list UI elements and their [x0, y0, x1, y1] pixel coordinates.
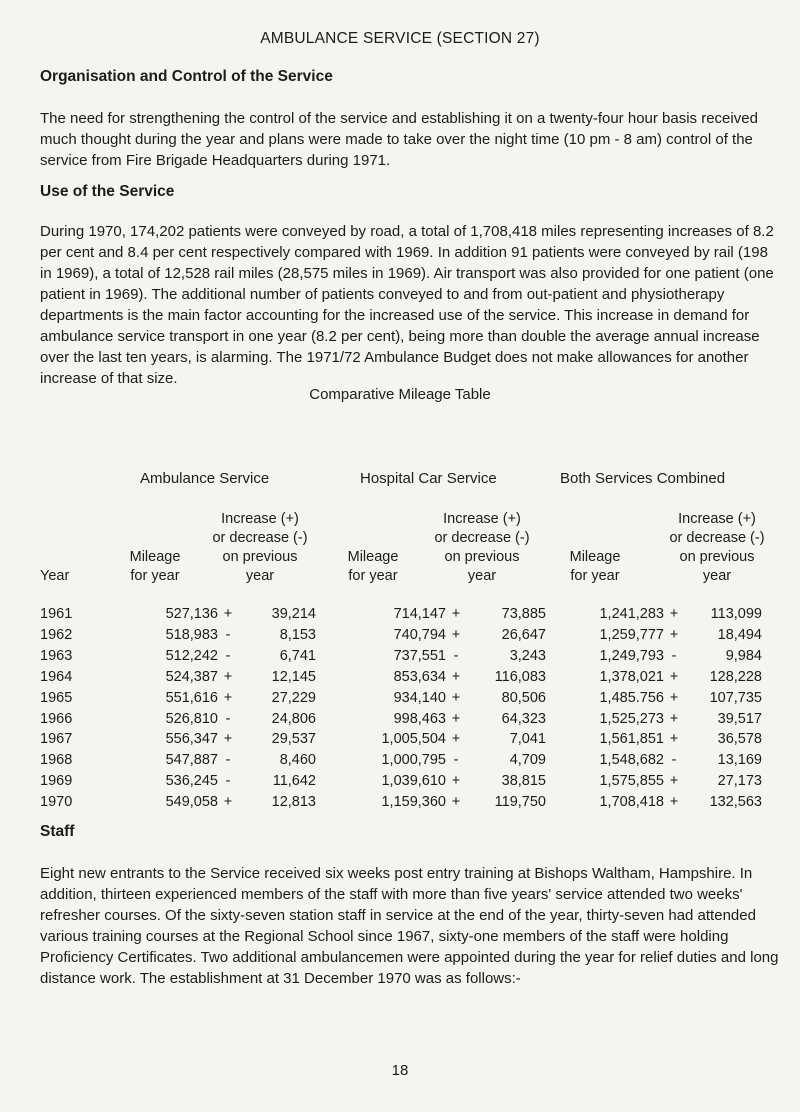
col-header-mileage-hospital: Mileage for year	[347, 549, 399, 584]
sign-cell: +	[669, 731, 679, 748]
value-cell: 934,140	[393, 689, 446, 706]
year-cell: 1967	[40, 731, 73, 748]
value-cell: 853,634	[393, 668, 446, 685]
value-cell: 1,005,504	[381, 731, 446, 748]
sign-cell: +	[451, 668, 461, 685]
row-spacer	[762, 604, 800, 625]
table-title: Comparative Mileage Table	[309, 386, 491, 403]
sign-cell: -	[225, 773, 231, 790]
paragraph-organisation: The need for strengthening the control of the service and establishing it on a twenty-four hour basis received much thought during the year and plans were made to take over the night time (10 pm - 8 am) control of the service from Fire Brigade Headquarters during 1971.	[40, 110, 758, 169]
table-row	[0, 646, 800, 667]
year-cell: 1962	[40, 626, 73, 643]
year-cell: 1964	[40, 668, 73, 685]
sign-cell: +	[451, 794, 461, 811]
value-cell: 38,815	[501, 773, 546, 790]
value-cell: 26,647	[501, 626, 546, 643]
value-cell: 1,249,793	[599, 647, 664, 664]
value-cell: 551,616	[165, 689, 218, 706]
value-cell: 1,575,855	[599, 773, 664, 790]
value-cell: 1,548,682	[599, 752, 664, 769]
sign-cell: +	[223, 731, 233, 748]
sign-cell: +	[451, 689, 461, 706]
table-row	[0, 771, 800, 792]
sign-cell: +	[669, 606, 679, 622]
value-cell: 8,460	[279, 752, 316, 769]
value-cell: 1,525,273	[599, 710, 664, 727]
sign-cell: +	[223, 668, 233, 685]
col-header-change-hospital: Increase (+) or decrease (-) on previous year	[434, 511, 530, 584]
row-spacer	[762, 625, 800, 646]
value-cell: 556,347	[165, 731, 218, 748]
value-cell: 12,813	[271, 794, 316, 811]
value-cell: 8,153	[279, 626, 316, 643]
col-header-year: Year	[40, 568, 70, 584]
year-cell: 1969	[40, 773, 73, 790]
value-cell: 526,810	[165, 710, 218, 727]
value-cell: 39,214	[271, 606, 316, 622]
sign-cell: -	[225, 626, 231, 643]
value-cell: 527,136	[165, 606, 218, 622]
value-cell: 24,806	[271, 710, 316, 727]
section-heading-use: Use of the Service	[40, 183, 175, 200]
value-cell: 39,517	[717, 710, 762, 727]
value-cell: 27,229	[271, 689, 316, 706]
sign-cell: +	[451, 773, 461, 790]
year-cell: 1970	[40, 794, 73, 811]
value-cell: 1,259,777	[599, 626, 664, 643]
value-cell: 18,494	[717, 626, 762, 643]
sign-cell: +	[669, 710, 679, 727]
col-header-mileage-combined: Mileage for year	[569, 549, 621, 584]
table-row	[0, 604, 800, 625]
value-cell: 524,387	[165, 668, 218, 685]
value-cell: 13,169	[717, 752, 762, 769]
table-row	[0, 667, 800, 688]
value-cell: 132,563	[709, 794, 762, 811]
sign-cell: +	[223, 794, 233, 811]
value-cell: 1,378,021	[599, 668, 664, 685]
value-cell: 6,741	[279, 647, 316, 664]
value-cell: 512,242	[165, 647, 218, 664]
sign-cell: -	[225, 752, 231, 769]
value-cell: 80,506	[501, 689, 546, 706]
sign-cell: +	[451, 710, 461, 727]
value-cell: 128,228	[709, 668, 762, 685]
section-heading-organisation: Organisation and Control of the Service	[40, 68, 333, 85]
sign-cell: +	[451, 731, 461, 748]
paragraph-staff: Eight new entrants to the Service received six weeks post entry training at Bishops Waltham, Hampshire. In addition, thirteen experienced members of the staff with more than five years' service attended two weeks' refresher courses. Of the sixty-seven station staff in service at the end of the year, thirty-seven had attended various training courses at the Regional School since 1967, sixty-one members of the staff were holding Proficiency Certificates. Two additional ambulancemen were appointed during the year for relief duties and long distance work. The establishment at 31 December 1970 was as follows:-	[40, 865, 779, 987]
year-cell: 1963	[40, 647, 73, 664]
value-cell: 1,241,283	[599, 606, 664, 622]
row-spacer	[762, 792, 800, 813]
value-cell: 12,145	[271, 668, 316, 685]
table-row	[0, 729, 800, 750]
value-cell: 1,159,360	[381, 794, 446, 811]
table-row	[0, 792, 800, 813]
row-spacer	[762, 709, 800, 730]
value-cell: 549,058	[165, 794, 218, 811]
table-row	[0, 688, 800, 709]
year-cell: 1965	[40, 689, 73, 706]
sign-cell: -	[671, 647, 677, 664]
mileage-table	[0, 604, 800, 813]
value-cell: 1,039,610	[381, 773, 446, 790]
value-cell: 73,885	[501, 606, 546, 622]
sign-cell: -	[453, 647, 459, 664]
sign-cell: +	[223, 606, 233, 622]
sign-cell: -	[671, 752, 677, 769]
row-spacer	[762, 667, 800, 688]
value-cell: 4,709	[509, 752, 546, 769]
value-cell: 64,323	[501, 710, 546, 727]
value-cell: 36,578	[717, 731, 762, 748]
group-header-hospital-car: Hospital Car Service	[360, 470, 497, 487]
value-cell: 29,537	[271, 731, 316, 748]
sign-cell: -	[225, 647, 231, 664]
sign-cell: +	[669, 668, 679, 685]
table-row	[0, 625, 800, 646]
col-header-change-combined: Increase (+) or decrease (-) on previous year	[669, 511, 765, 584]
table-row	[0, 709, 800, 730]
page-title: AMBULANCE SERVICE (SECTION 27)	[260, 30, 540, 47]
col-header-change-ambulance: Increase (+) or decrease (-) on previous year	[212, 511, 308, 584]
year-cell: 1961	[40, 606, 73, 622]
year-cell: 1966	[40, 710, 73, 727]
sign-cell: +	[669, 794, 679, 811]
value-cell: 518,983	[165, 626, 218, 643]
sign-cell: -	[453, 752, 459, 769]
value-cell: 7,041	[509, 731, 546, 748]
paragraph-use: During 1970, 174,202 patients were conveyed by road, a total of 1,708,418 miles representing increases of 8.2 per cent and 8.4 per cent respectively compared with 1969. In addition 91 patients were conveyed by rail (198 in 1969), a total of 12,528 rail miles (28,575 miles in 1969). Air transport was also provided for one patient (one patient in 1969). The additional number of patients conveyed to and from out-patient and physiotherapy departments is the main factor accounting for the increased use of the service. This increase in demand for ambulance service transport in one year (8.2 per cent), being more than double the average annual increase over the last ten years, is alarming. The 1971/72 Ambulance Budget does not make allowances for another increase of that size.	[40, 223, 774, 387]
value-cell: 107,735	[709, 689, 762, 706]
section-heading-staff: Staff	[40, 823, 75, 840]
value-cell: 1,708,418	[599, 794, 664, 811]
row-spacer	[762, 646, 800, 667]
value-cell: 740,794	[393, 626, 446, 643]
sign-cell: +	[451, 606, 461, 622]
group-header-combined: Both Services Combined	[560, 470, 726, 487]
group-header-ambulance: Ambulance Service	[140, 470, 270, 487]
value-cell: 714,147	[393, 606, 446, 622]
row-spacer	[762, 771, 800, 792]
value-cell: 113,099	[710, 606, 762, 622]
sign-cell: -	[225, 710, 231, 727]
value-cell: 11,642	[272, 773, 316, 790]
value-cell: 737,551	[393, 647, 446, 664]
value-cell: 998,463	[393, 710, 446, 727]
row-spacer	[762, 750, 800, 771]
year-cell: 1968	[40, 752, 73, 769]
value-cell: 27,173	[717, 773, 762, 790]
sign-cell: +	[669, 689, 679, 706]
page-number: 18	[391, 1062, 409, 1079]
value-cell: 547,887	[165, 752, 218, 769]
sign-cell: +	[669, 773, 679, 790]
col-header-mileage-ambulance: Mileage for year	[129, 549, 181, 584]
value-cell: 116,083	[494, 668, 546, 685]
value-cell: 119,750	[494, 794, 546, 811]
row-spacer	[762, 688, 800, 709]
table-row	[0, 750, 800, 771]
sign-cell: +	[223, 689, 233, 706]
value-cell: 1,000,795	[381, 752, 446, 769]
value-cell: 3,243	[509, 647, 546, 664]
value-cell: 1,561,851	[599, 731, 664, 748]
value-cell: 536,245	[165, 773, 218, 790]
sign-cell: +	[451, 626, 461, 643]
row-spacer	[762, 729, 800, 750]
value-cell: 1,485.756	[599, 689, 664, 706]
sign-cell: +	[669, 626, 679, 643]
value-cell: 9,984	[725, 647, 762, 664]
